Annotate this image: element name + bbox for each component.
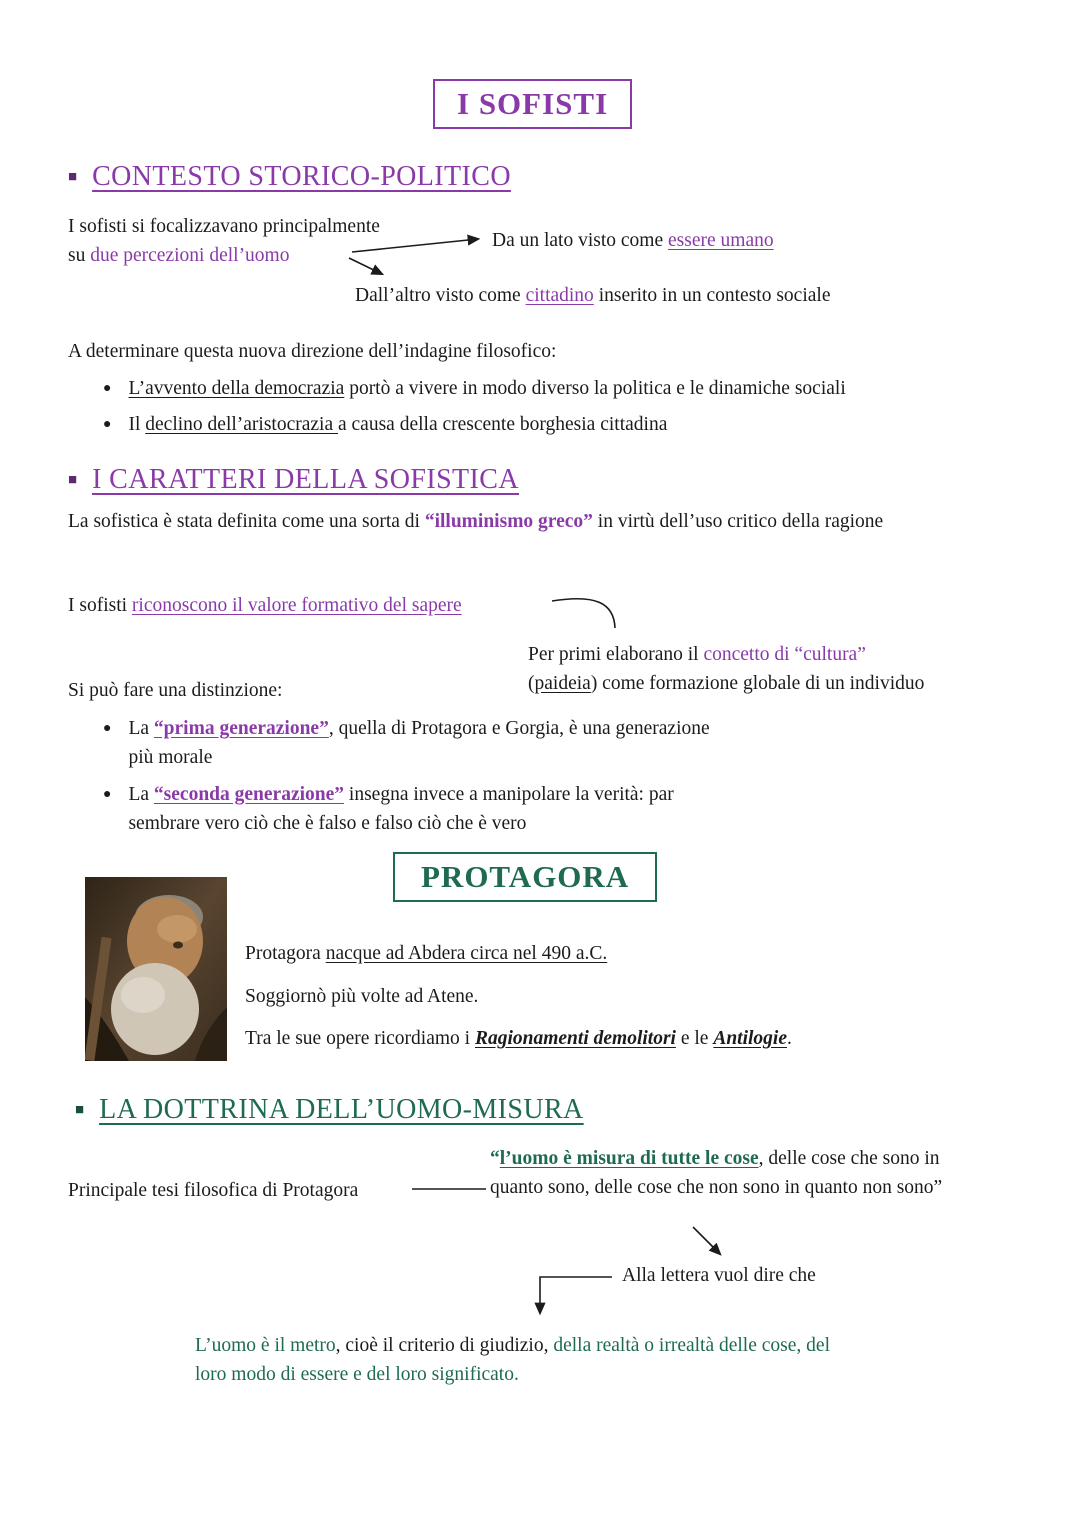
contesto-intro-line2-highlight: due percezioni dell’uomo xyxy=(90,245,290,267)
bio3-prefix: Tra le sue opere ricordiamo i xyxy=(245,1028,475,1049)
tesi-label xyxy=(68,1176,358,1205)
branch-cittadino-text2: inserito in un contesto sociale xyxy=(593,285,831,306)
valore-highlight: riconoscono il valore formativo del sapere xyxy=(131,595,462,616)
distinzione-text: Si può fare una distinzione: xyxy=(68,680,283,701)
callout-rest: ) come formazione globale di un individuo xyxy=(590,673,925,695)
branch-essere-umano xyxy=(492,226,774,255)
list-item-seconda-generazione xyxy=(103,780,723,839)
contesto-intro-line1 xyxy=(68,212,380,241)
branch-cittadino-highlight: cittadino xyxy=(525,285,594,306)
section-heading-caratteri-text: I CARATTERI DELLA SOFISTICA xyxy=(92,464,519,495)
arrow-quote-to-lettera xyxy=(693,1227,720,1254)
valore-formativo-line xyxy=(68,591,462,620)
bio2-text: Soggiornò più volte ad Atene. xyxy=(245,986,479,1007)
bullet-icon: ● xyxy=(103,417,112,433)
list-item-aristocrazia xyxy=(103,410,1023,439)
conclusion-text xyxy=(195,1331,845,1390)
gen2-highlight: “seconda generazione” xyxy=(153,783,345,805)
section-heading-contesto xyxy=(68,161,511,193)
generazioni-list xyxy=(103,714,723,845)
paideia-callout-line2 xyxy=(528,669,924,698)
definition-part1: La sofistica è stata definita come una sorta di xyxy=(68,511,425,532)
alla-lettera-label xyxy=(622,1261,816,1290)
bio3-opera-1: Ragionamenti demolitori xyxy=(474,1028,676,1049)
callout-paideia: paideia xyxy=(534,673,591,695)
conclusion-green2: della realtà o irrealtà delle cose, del loro modo di essere e del loro significato. xyxy=(195,1335,830,1386)
protagora-portrait xyxy=(85,877,227,1061)
gen2-prefix: La xyxy=(128,783,154,805)
democrazia-underline: L’avvento della democrazia xyxy=(128,378,345,399)
paideia-callout-line1 xyxy=(528,640,924,669)
square-bullet-icon: ■ xyxy=(68,168,78,185)
valore-prefix: I sofisti xyxy=(68,595,132,616)
list-item-democrazia-text xyxy=(128,374,845,403)
bio3-end: . xyxy=(787,1028,792,1049)
contesto-intro-line1-text: I sofisti si focalizzavano principalmente xyxy=(68,216,380,237)
branch-essere-umano-text: Da un lato visto come xyxy=(492,230,669,251)
alla-lettera-text: Alla lettera vuol dire che xyxy=(622,1265,816,1286)
bullet-icon: ● xyxy=(103,786,112,802)
aristocrazia-underline: declino dell’aristocrazia xyxy=(145,414,338,436)
quote-highlight: l’uomo è misura di tutte le cose xyxy=(499,1148,759,1169)
protagora-bio-3 xyxy=(245,1024,792,1053)
protagora-title: PROTAGORA xyxy=(421,859,630,894)
direction-intro xyxy=(68,337,556,366)
contesto-intro-line2-black: su xyxy=(68,245,91,267)
prima-generazione-text xyxy=(128,714,713,773)
aristocrazia-rest: a causa della crescente borghesia cittadina xyxy=(338,414,668,436)
portrait-image xyxy=(85,877,227,1061)
callout-purple: concetto di “cultura” xyxy=(703,644,866,665)
definition-part2: in virtù dell’uso critico della ragione xyxy=(592,511,884,532)
protagora-title-box xyxy=(393,852,657,902)
contesto-intro xyxy=(68,212,380,271)
square-bullet-icon: ■ xyxy=(68,471,78,488)
conclusion-green1: L’uomo è il metro xyxy=(195,1335,336,1356)
list-item-aristocrazia-text xyxy=(128,410,667,439)
branch-essere-umano-highlight: essere umano xyxy=(668,230,774,251)
bullet-icon: ● xyxy=(103,721,112,736)
list-item-democrazia xyxy=(103,374,1023,403)
page-title-box xyxy=(433,79,632,129)
callout-black: Per primi elaborano il xyxy=(528,644,704,665)
bullet-icon: ● xyxy=(103,381,112,396)
section-heading-caratteri xyxy=(68,464,519,496)
quote-open: “ xyxy=(490,1148,500,1169)
gen1-highlight: “prima generazione” xyxy=(153,718,329,739)
paideia-callout xyxy=(528,640,924,699)
bio1-underline: nacque ad Abdera circa nel 490 a.C. xyxy=(325,943,608,964)
section-heading-contesto-text: CONTESTO STORICO-POLITICO xyxy=(92,161,511,192)
sofistica-definition xyxy=(68,507,1026,536)
conclusion-black: , cioè il criterio di giudizio, xyxy=(335,1335,554,1356)
protagora-bio-1 xyxy=(245,939,607,968)
democrazia-rest: portò a vivere in modo diverso la politica e le dinamiche sociali xyxy=(344,378,846,399)
uomo-misura-quote xyxy=(490,1144,990,1203)
contesto-intro-line2 xyxy=(68,241,380,270)
bio3-mid: e le xyxy=(675,1028,714,1049)
connector-sapere-callout xyxy=(552,599,615,628)
bio3-opera-2: Antilogie xyxy=(713,1028,787,1049)
page-title: I SOFISTI xyxy=(457,86,609,121)
gen1-prefix: La xyxy=(128,718,154,739)
square-bullet-icon: ■ xyxy=(75,1101,85,1118)
direction-intro-text: A determinare questa nuova direzione dell’indagine filosofico: xyxy=(68,341,557,362)
seconda-generazione-text xyxy=(128,780,723,839)
bio1-prefix: Protagora xyxy=(245,943,326,964)
aristocrazia-prefix: Il xyxy=(128,414,146,436)
section-heading-dottrina xyxy=(75,1094,584,1126)
branch-cittadino xyxy=(355,281,830,310)
branch-cittadino-text1: Dall’altro visto come xyxy=(355,285,526,306)
arrow-lettera-down xyxy=(540,1277,612,1313)
section-heading-dottrina-text: LA DOTTRINA DELL’UOMO-MISURA xyxy=(99,1094,584,1125)
gen1-rest: , quella di Protagora e Gorgia, è una generazione più morale xyxy=(128,718,710,769)
tesi-label-text: Principale tesi filosofica di Protagora xyxy=(68,1180,359,1201)
quote-rest: , delle cose che sono in quanto sono, delle cose che non sono in quanto non sono” xyxy=(490,1148,943,1199)
distinzione-intro xyxy=(68,676,282,705)
callout-paren-open: ( xyxy=(528,673,535,695)
list-item-prima-generazione xyxy=(103,714,713,773)
contesto-bullet-list xyxy=(103,374,1023,447)
definition-illuminismo: “illuminismo greco” xyxy=(424,511,593,532)
protagora-bio-2 xyxy=(245,982,478,1011)
gen2-rest: insegna invece a manipolare la verità: par sembrare vero ciò che è falso e falso ciò che è vero xyxy=(128,783,674,834)
